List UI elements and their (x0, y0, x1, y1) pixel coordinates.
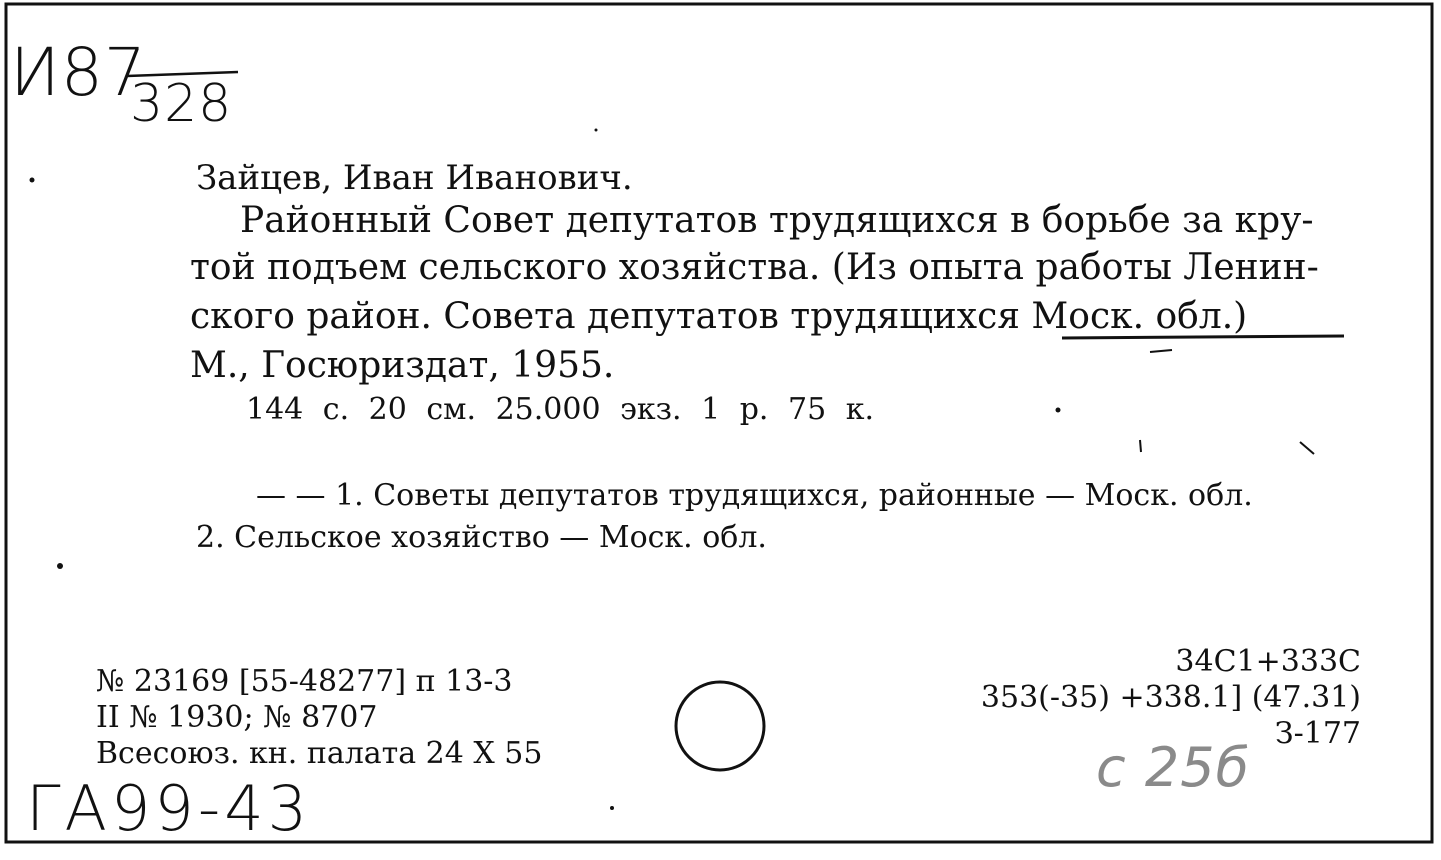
title-line-3: ского район. Совета депутатов трудящихся Моск. обл.) (190, 296, 1248, 337)
collation-line: 144 с. 20 см. 25.000 экз. 1 р. 75 к. (246, 392, 874, 427)
subject-line-1: — — 1. Советы депутатов трудящихся, районные — Моск. обл. (256, 478, 1253, 513)
classification-line-3: З-177 (1274, 716, 1361, 751)
imprint-line: М., Госюриздат, 1955. (190, 345, 615, 386)
shelfmark-denominator: 328 (130, 74, 233, 134)
title-line-2: той подъем сельского хозяйства. (Из опыта работы Ленин- (190, 247, 1319, 288)
inventory-code: ГА99-43 (26, 772, 312, 845)
punch-hole (676, 682, 764, 770)
subject-line-2: 2. Сельское хозяйство — Моск. обл. (196, 520, 767, 555)
registry-line-2: II № 1930; № 8707 (96, 700, 378, 735)
classification-line-2: 353(-35) +338.1] (47.31) (980, 680, 1361, 715)
classification-line-1: 34С1+333С (1175, 644, 1361, 679)
shelfmark-number: И87 (10, 34, 147, 111)
registry-line-3: Всесоюз. кн. палата 24 X 55 (96, 736, 543, 771)
registry-line-1: № 23169 [55-48277] п 13-3 (96, 664, 513, 699)
title-line-1: Районный Совет депутатов трудящихся в борьбе за кру- (240, 200, 1314, 241)
pencil-note: с 25б (1096, 736, 1250, 799)
author-heading: Зайцев, Иван Иванович. (196, 158, 633, 198)
